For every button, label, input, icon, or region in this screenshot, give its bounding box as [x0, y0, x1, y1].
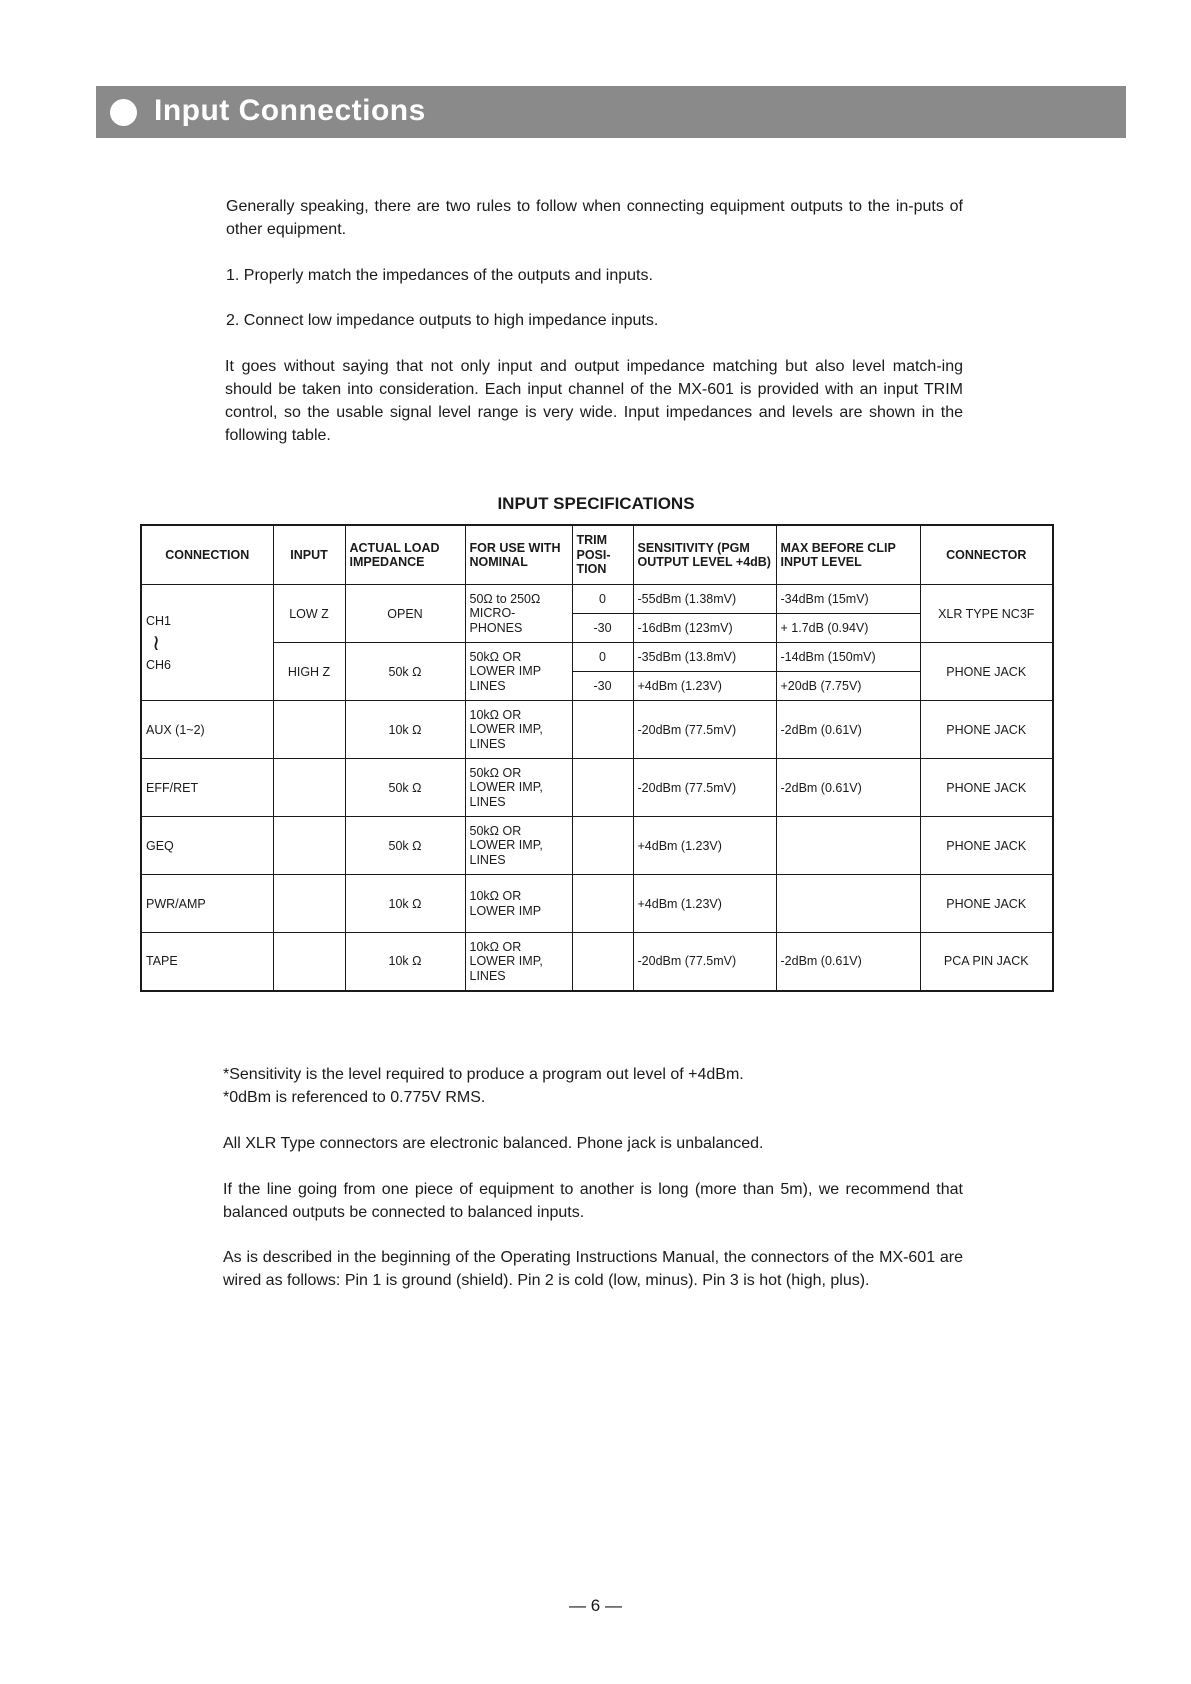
cell-trim: -30 [572, 614, 633, 643]
cell-input [273, 759, 345, 817]
cell-sensitivity: -55dBm (1.38mV) [633, 585, 776, 614]
cell-max: +20dB (7.75V) [776, 672, 920, 701]
cell-input [273, 933, 345, 991]
range-symbol: ≀ [152, 629, 161, 655]
cell-connector: PHONE JACK [920, 759, 1053, 817]
cell-max [776, 875, 920, 933]
page-number: — 6 — [569, 1596, 622, 1615]
section-header [96, 86, 1126, 138]
col-header-impedance: ACTUAL LOAD IMPEDANCE [345, 525, 465, 585]
cell-connection: TAPE [141, 933, 273, 991]
note-sensitivity: *Sensitivity is the level required to produce a program out level of +4dBm. [223, 1066, 744, 1083]
cell-sensitivity: +4dBm (1.23V) [633, 672, 776, 701]
cell-connector: PHONE JACK [920, 701, 1053, 759]
ch-start-label: CH1 [146, 613, 172, 628]
table-row [141, 875, 1053, 933]
cell-trim: -30 [572, 672, 633, 701]
impedance-paragraph: It goes without saying that not only input and output impedance matching but also level match-ing should be taken into consideration. Each input channel of the MX-601 is provided with an input TRIM control, so the usable signal level range is very wide. Input impedances and levels are shown in the following table. [225, 358, 963, 444]
cell-connector: PCA PIN JACK [920, 933, 1053, 991]
note-reference: *0dBm is referenced to 0.775V RMS. [223, 1089, 486, 1106]
cell-sensitivity: +4dBm (1.23V) [633, 875, 776, 933]
cell-input: HIGH Z [273, 643, 345, 701]
cell-input [273, 875, 345, 933]
cell-trim [572, 875, 633, 933]
table-row [141, 759, 1053, 817]
cell-nominal: 10kΩ OR LOWER IMP [465, 875, 572, 933]
cell-impedance: 50k Ω [345, 817, 465, 875]
cell-input [273, 701, 345, 759]
cell-impedance: OPEN [345, 585, 465, 643]
cell-max: -2dBm (0.61V) [776, 759, 920, 817]
intro-paragraph: Generally speaking, there are two rules to follow when connecting equipment outputs to the in-puts of other equipment. [226, 198, 963, 238]
cell-max [776, 817, 920, 875]
table-row [141, 701, 1053, 759]
cell-trim [572, 933, 633, 991]
cell-trim [572, 759, 633, 817]
col-header-connection: CONNECTION [141, 525, 273, 585]
note-balanced: All XLR Type connectors are electronic balanced. Phone jack is unbalanced. [223, 1135, 764, 1152]
cell-connection: PWR/AMP [141, 875, 273, 933]
col-header-trim: TRIM POSI- TION [572, 525, 633, 585]
col-header-nominal: FOR USE WITH NOMINAL [465, 525, 572, 585]
cell-sensitivity: -20dBm (77.5mV) [633, 759, 776, 817]
cell-connector: PHONE JACK [920, 817, 1053, 875]
rule-2: 2. Connect low impedance outputs to high impedance inputs. [226, 312, 659, 329]
col-header-max: MAX BEFORE CLIP INPUT LEVEL [776, 525, 920, 585]
cell-input [273, 817, 345, 875]
cell-max: -2dBm (0.61V) [776, 933, 920, 991]
cell-impedance: 10k Ω [345, 933, 465, 991]
cell-max: -14dBm (150mV) [776, 643, 920, 672]
cell-connector: PHONE JACK [920, 643, 1053, 701]
cell-connection-ch [141, 585, 273, 701]
col-header-connector: CONNECTOR [920, 525, 1053, 585]
input-specifications-table [140, 524, 1054, 992]
section-title: Input Connections [154, 94, 426, 127]
cell-sensitivity: -16dBm (123mV) [633, 614, 776, 643]
col-header-input: INPUT [273, 525, 345, 585]
cell-sensitivity: -35dBm (13.8mV) [633, 643, 776, 672]
cell-sensitivity: +4dBm (1.23V) [633, 817, 776, 875]
note-wiring: As is described in the beginning of the Operating Instructions Manual, the connectors of the MX-601 are wired as follows: Pin 1 is ground (shield). Pin 2 is cold (low, minus). Pin 3 is hot (high, plus). [223, 1249, 963, 1289]
cell-connection: EFF/RET [141, 759, 273, 817]
cell-nominal: 50Ω to 250Ω MICRO-PHONES [465, 585, 572, 643]
cell-nominal: 50kΩ OR LOWER IMP, LINES [465, 817, 572, 875]
cell-impedance: 10k Ω [345, 875, 465, 933]
cell-sensitivity: -20dBm (77.5mV) [633, 933, 776, 991]
table-header-row [141, 525, 1053, 585]
cell-impedance: 50k Ω [345, 643, 465, 701]
cell-connector: PHONE JACK [920, 875, 1053, 933]
cell-trim [572, 817, 633, 875]
cell-max: -34dBm (15mV) [776, 585, 920, 614]
table-row [141, 933, 1053, 991]
rule-1: 1. Properly match the impedances of the outputs and inputs. [226, 267, 653, 284]
cell-max: -2dBm (0.61V) [776, 701, 920, 759]
cell-nominal: 10kΩ OR LOWER IMP, LINES [465, 933, 572, 991]
cell-impedance: 50k Ω [345, 759, 465, 817]
cell-impedance: 10k Ω [345, 701, 465, 759]
table-row [141, 817, 1053, 875]
bullet-dot-icon [110, 99, 137, 126]
cell-nominal: 50kΩ OR LOWER IMP LINES [465, 643, 572, 701]
table-title: INPUT SPECIFICATIONS [497, 494, 695, 513]
ch-end-label: CH6 [146, 657, 172, 672]
table-row [141, 643, 1053, 672]
cell-nominal: 10kΩ OR LOWER IMP, LINES [465, 701, 572, 759]
cell-trim: 0 [572, 585, 633, 614]
cell-connection: GEQ [141, 817, 273, 875]
note-long-line: If the line going from one piece of equipment to another is long (more than 5m), we recommend that balanced outputs be connected to balanced inputs. [223, 1181, 963, 1221]
cell-max: + 1.7dB (0.94V) [776, 614, 920, 643]
cell-trim [572, 701, 633, 759]
table-row [141, 585, 1053, 614]
cell-nominal: 50kΩ OR LOWER IMP, LINES [465, 759, 572, 817]
cell-connector: XLR TYPE NC3F [920, 585, 1053, 643]
cell-input: LOW Z [273, 585, 345, 643]
cell-connection: AUX (1~2) [141, 701, 273, 759]
cell-sensitivity: -20dBm (77.5mV) [633, 701, 776, 759]
cell-trim: 0 [572, 643, 633, 672]
col-header-sensitivity: SENSITIVITY (PGM OUTPUT LEVEL +4dB) [633, 525, 776, 585]
